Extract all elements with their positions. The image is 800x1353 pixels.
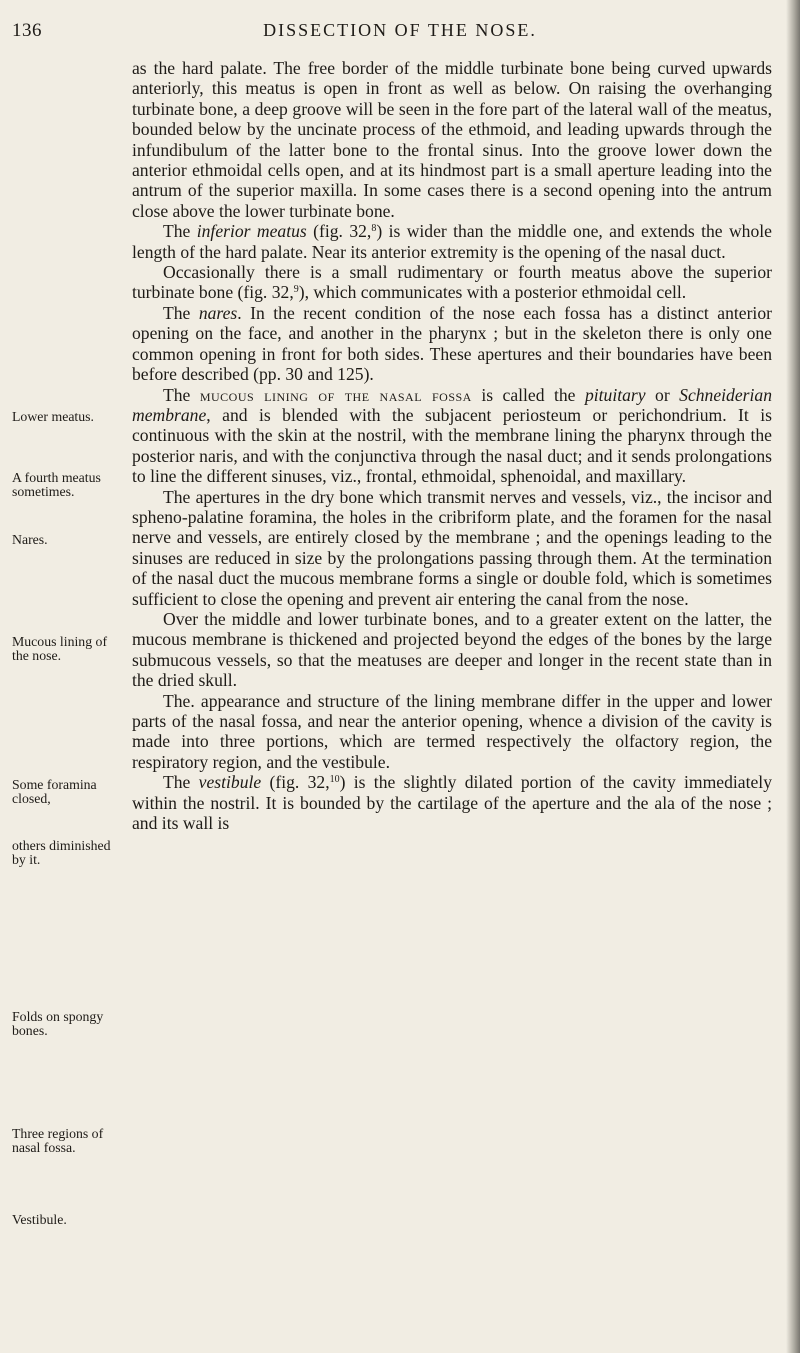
margin-note-lower-meatus: Lower meatus. <box>12 409 94 424</box>
margin-note-fourth-meatus: A fourth meatus sometimes. <box>12 470 101 499</box>
body-text <box>132 58 772 833</box>
term-schneiderian: Schneiderian membrane <box>132 384 772 425</box>
figure-ref-number: 9 <box>293 284 299 296</box>
paragraph-turbinate-folds: Over the middle and lower turbinate bones, and to a greater extent on the latter, the mucous membrane is thickened and projected beyond the edges of the bones by the large submucous vessels, so that the meatuses are deeper and longer in the recent state than in the dried skull. <box>132 608 772 691</box>
paragraph-nares: The nares. In the recent condition of the nose each fossa has a distinct anterior opening on the face, and another in the pharynx ; but in the skeleton there is only one common opening in front for both sides. These apertures and their boundaries have been before described (pp. 30 and 125). <box>132 302 772 385</box>
figure-ref-number: 10 <box>329 774 340 786</box>
term-nares: nares <box>198 302 238 323</box>
margin-note-vestibule: Vestibule. <box>12 1212 67 1227</box>
paragraph-inferior-meatus: The inferior meatus (fig. 32,$^8$) is wider than the middle one, and extends the whole length of the hard palate. Near its anterior extremity is the opening of the nasal duct. <box>132 221 772 262</box>
term-pituitary: pituitary <box>584 384 646 405</box>
paragraph-mucous-lining: The mucous lining of the nasal fossa is called the pituitary or Schneiderian membrane, and is blended with the subjacent periosteum or perichondrium. It is continuous with the skin at the nostril, with the membrane lining the pharynx through the posterior naris, and with the conjunctiva through the nasal duct; and it sends prolongations to line the different sinuses, viz., frontal, ethmoidal, sphenoidal, and maxillary. <box>132 384 772 487</box>
term-vestibule: vestibule <box>198 772 262 793</box>
page-header <box>0 20 800 50</box>
paragraph: as the hard palate. The free border of the middle turbinate bone being curved upwards anteriorly, this meatus is open in front as well as below. On raising the overhanging turbinate bone, a deep groove will be seen in the fore part of the lateral wall of the meatus, bounded below by the uncinate process of the ethmoid, and leading upwards through the infundibulum of the latter bone to the frontal sinus. Into the groove lower down the anterior ethmoidal cells open, and at its hindmost part is a small aperture leading into the antrum of the superior maxilla. In some cases there is a second opening into the antrum close above the lower turbinate bone. <box>132 58 772 221</box>
page-edge-shadow <box>786 0 800 1353</box>
margin-note-some-foramina: Some foramina closed, <box>12 777 97 806</box>
margin-note-folds-spongy: Folds on spongy bones. <box>12 1009 104 1038</box>
heading-mucous-lining: mucous lining of the nasal fossa <box>199 384 472 405</box>
margin-note-nares: Nares. <box>12 532 48 547</box>
page-number: 136 <box>12 20 42 41</box>
margin-note-others-diminished: others diminished by it. <box>12 838 111 867</box>
figure-ref-number: 8 <box>371 223 377 235</box>
paragraph-fourth-meatus: Occasionally there is a small rudimentary or fourth meatus above the superior turbinate bone (fig. 32,$^9$), which communicates with a posterior ethmoidal cell. <box>132 262 772 303</box>
paragraph-three-regions: The. appearance and structure of the lining membrane differ in the upper and lower parts of the nasal fossa, and near the anterior opening, whence a division of the cavity is made into three portions, which are termed respectively the olfactory region, the respiratory region, and the vestibule. <box>132 690 772 772</box>
paragraph-vestibule: The vestibule (fig. 32,10) is the slightly dilated portion of the cavity immediately within the nostril. It is bounded by the cartilage of the aperture and the ala of the nose ; and its wall is <box>132 772 772 834</box>
running-head: DISSECTION OF THE NOSE. <box>263 20 537 40</box>
term-inferior-meatus: inferior meatus <box>196 221 307 242</box>
margin-note-three-regions: Three regions of nasal fossa. <box>12 1126 104 1155</box>
margin-note-mucous-lining: Mucous lining of the nose. <box>12 634 108 663</box>
paragraph-apertures: The apertures in the dry bone which transmit nerves and vessels, viz., the incisor and spheno-palatine foramina, the holes in the cribriform plate, and the foramen for the nasal nerve and vessels, are entirely closed by the membrane ; and the openings leading to the sinuses are reduced in size by the prolongations passing through them. At the termination of the nasal duct the mucous membrane forms a single or double fold, which is sometimes sufficient to close the opening and prevent air entering the canal from the nose. <box>132 486 772 609</box>
